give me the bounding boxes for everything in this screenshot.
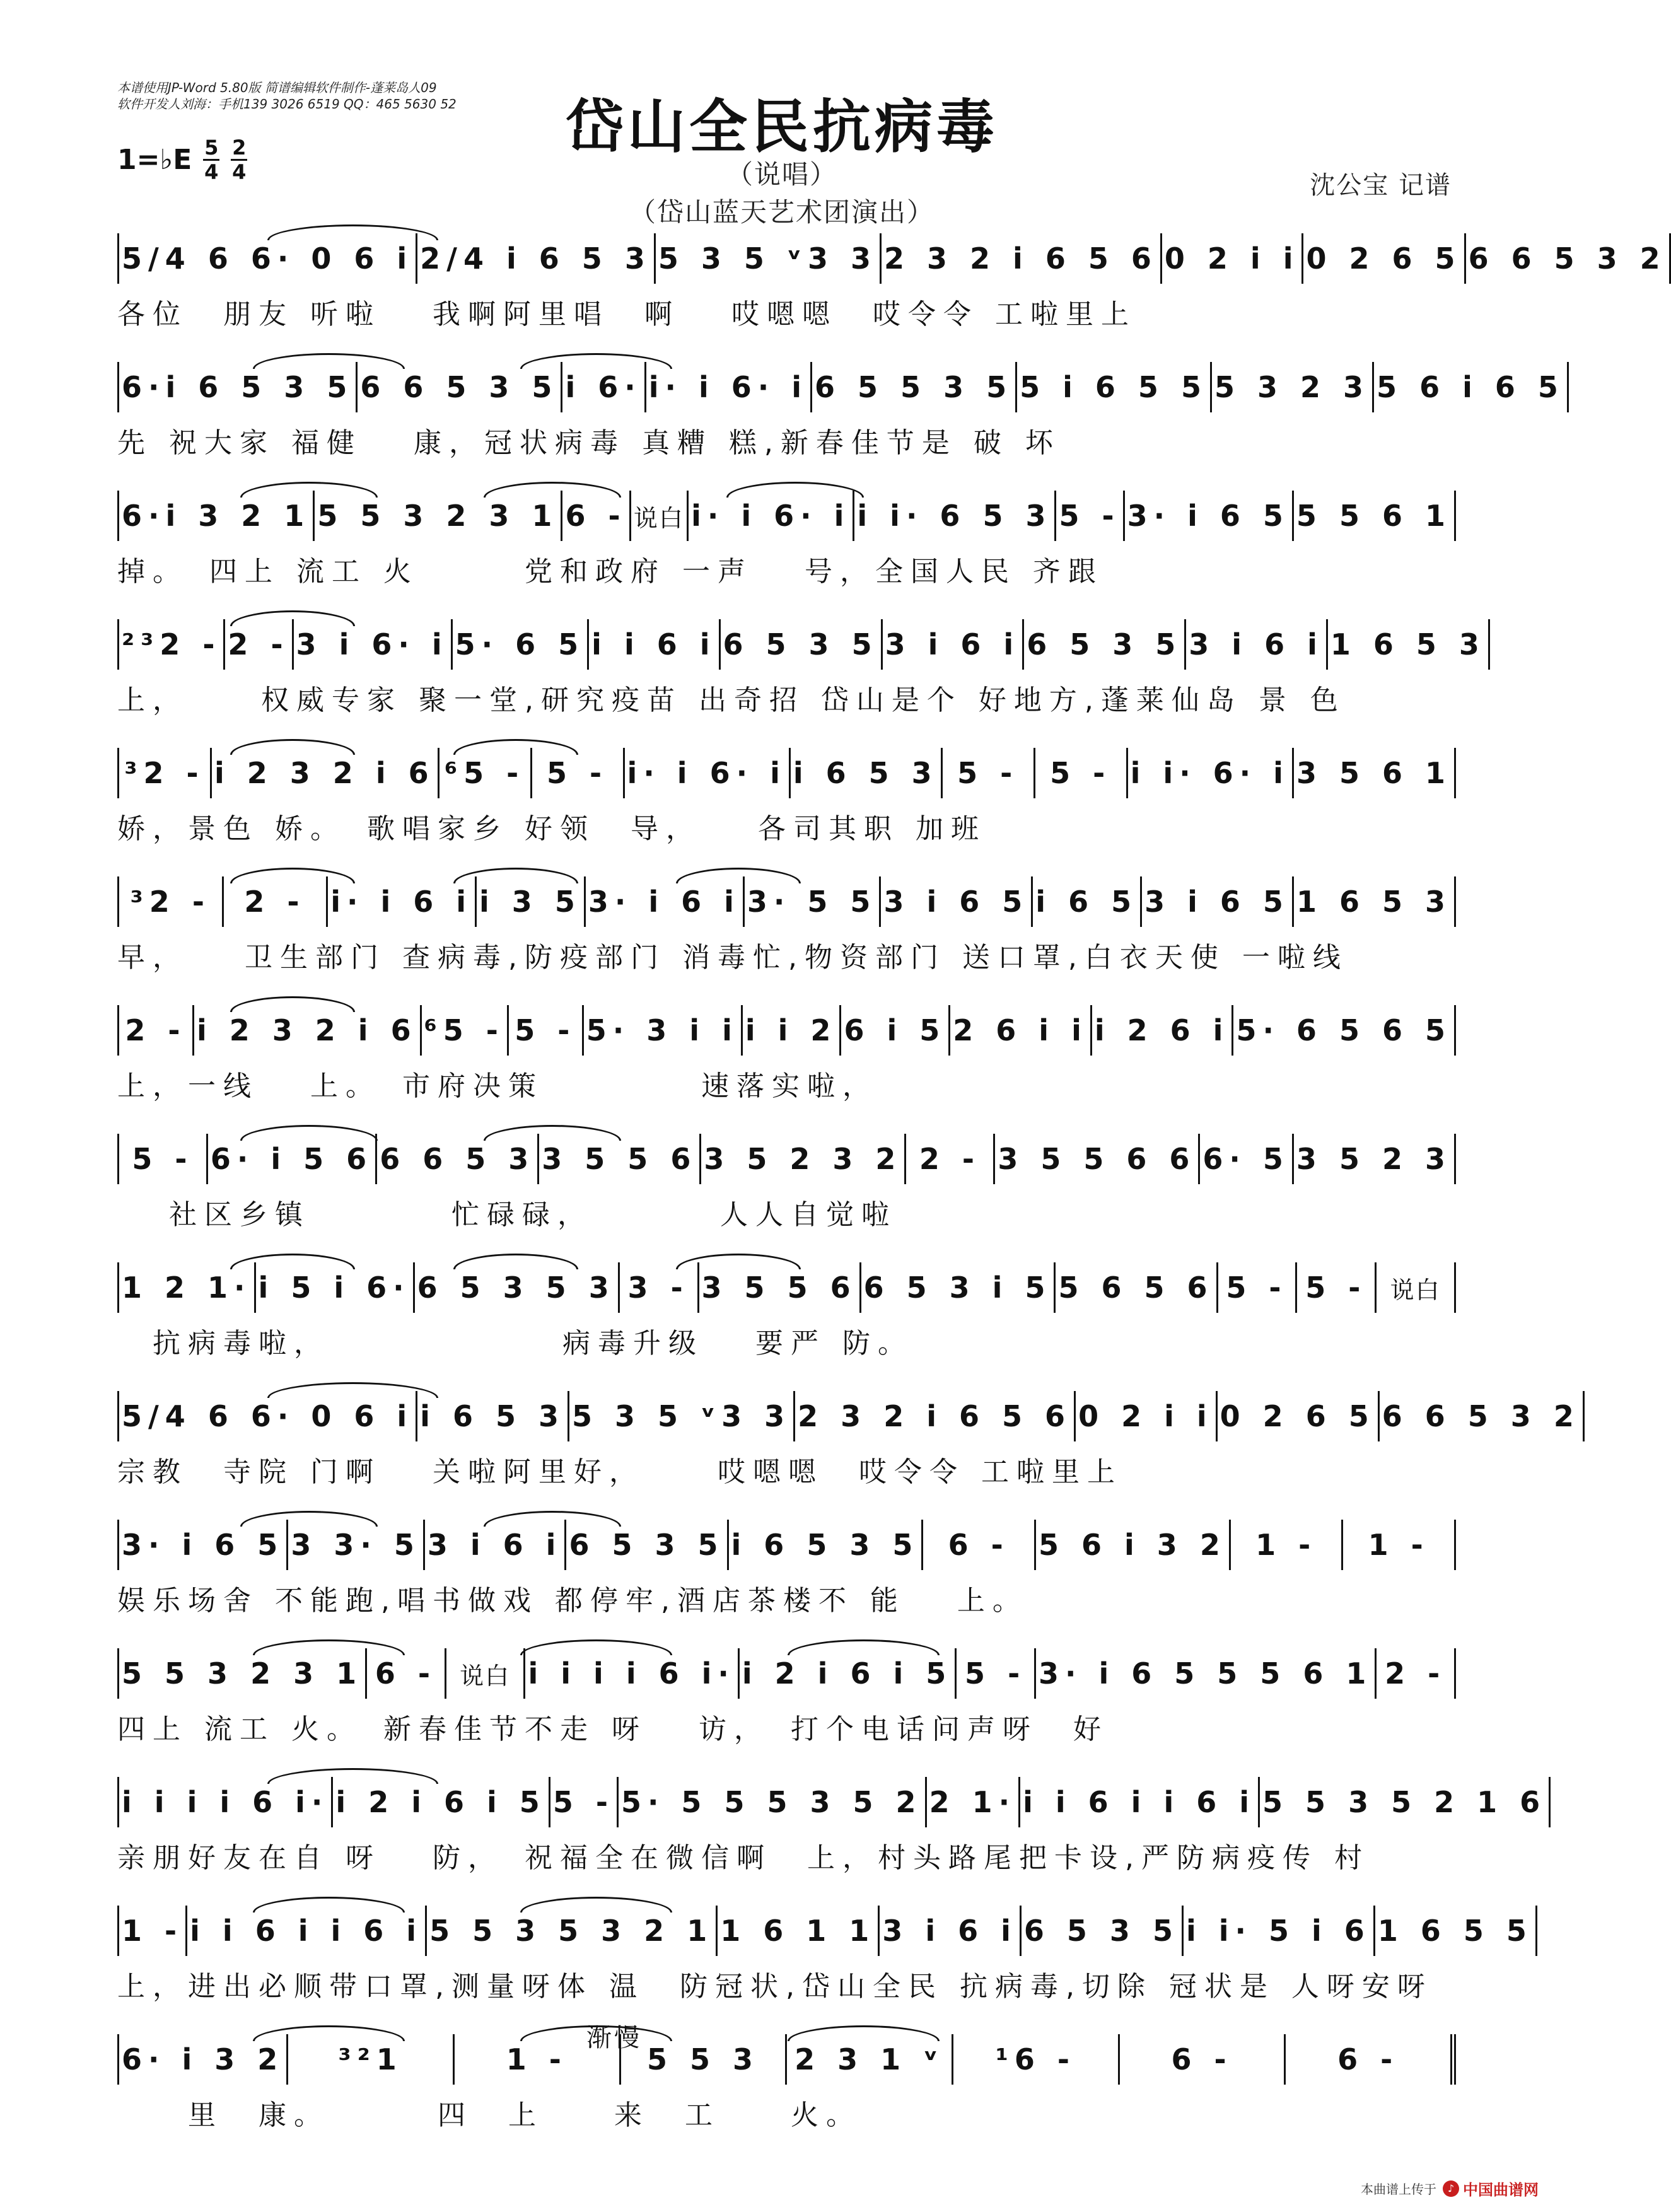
measure: i 6 5 3 5 bbox=[729, 1520, 924, 1570]
measure: 5· 3 i i bbox=[584, 1005, 743, 1056]
measure: 3 - bbox=[620, 1262, 699, 1313]
measure: ¹6 - bbox=[953, 2034, 1120, 2085]
slur-mark bbox=[788, 2025, 940, 2041]
score-row bbox=[117, 1391, 1580, 1511]
slur-mark bbox=[253, 1639, 405, 1655]
measure: 3 5 5 6 bbox=[699, 1262, 861, 1313]
measure: 0 2 i i bbox=[1076, 1391, 1218, 1441]
measure: ⁶5 - bbox=[440, 748, 532, 798]
slur-mark bbox=[676, 1254, 801, 1269]
measure: 6 - bbox=[367, 1648, 446, 1699]
measure: i 2 i 6 i 5 bbox=[740, 1648, 957, 1699]
score-row bbox=[117, 1134, 1454, 1254]
measure: 6· 5 bbox=[1200, 1134, 1294, 1184]
slur-mark bbox=[520, 1897, 672, 1912]
measure: i i· 5 i 6 bbox=[1184, 1906, 1375, 1956]
measure: 5 - bbox=[1218, 1262, 1298, 1313]
time-signature-1: $\frac{5}{4}$ bbox=[204, 136, 219, 184]
score-row bbox=[117, 619, 1486, 739]
key-signature bbox=[117, 137, 247, 182]
measure: 6 6 5 3 bbox=[377, 1134, 539, 1184]
measure: 5 5 3 5 2 1 6 bbox=[1260, 1777, 1551, 1827]
measure: ²³2 - bbox=[119, 619, 225, 670]
slur-mark bbox=[253, 1897, 405, 1912]
slur-mark bbox=[726, 482, 864, 498]
measure: 6 6 5 3 5 bbox=[358, 362, 562, 412]
notation-line bbox=[117, 1777, 1547, 1827]
time-signature-2: $\frac{2}{4}$ bbox=[232, 136, 247, 184]
measure: 5 5 3 5 3 2 1 bbox=[427, 1906, 718, 1956]
measure: 2 - bbox=[224, 876, 329, 927]
measure: 2 - bbox=[225, 619, 293, 670]
measure: ³²1 bbox=[288, 2034, 455, 2085]
score-row bbox=[117, 2034, 1454, 2154]
measure: i 3 5 bbox=[477, 876, 586, 927]
measure: 6 5 3 5 bbox=[1024, 619, 1186, 670]
measure: 5 - bbox=[957, 1648, 1036, 1699]
measure: i 2 i 6 i 5 bbox=[333, 1777, 550, 1827]
measure: 5 - bbox=[1035, 748, 1128, 798]
measure: 6 - bbox=[562, 491, 631, 541]
measure: 3· i 6 5 bbox=[1125, 491, 1294, 541]
measure: 5 - bbox=[550, 1777, 619, 1827]
spoken-section-mark: 说白 bbox=[446, 1648, 526, 1699]
performer-credit: （岱山蓝天艺术团演出） bbox=[629, 197, 934, 228]
notation-line bbox=[117, 233, 1667, 284]
tempo-marking: 渐慢 bbox=[586, 2023, 642, 2052]
measure: 3 i 6 5 bbox=[1142, 876, 1294, 927]
notation-line bbox=[117, 1005, 1456, 1056]
notation-line bbox=[117, 1520, 1456, 1570]
measure: 2 3 1 ᵛ bbox=[787, 2034, 953, 2085]
lyrics-line: 掉。 四上 流工 火 党和政府 一声 号，全国人民 齐跟 bbox=[117, 556, 1103, 588]
measure: i i 2 bbox=[743, 1005, 842, 1056]
measure: 3· i 6 i bbox=[586, 876, 745, 927]
measure: i 6 5 3 bbox=[791, 748, 943, 798]
measure: i 5 i 6· bbox=[256, 1262, 415, 1313]
measure: 6 5 3 i 5 bbox=[861, 1262, 1056, 1313]
measure: 5 6 i 3 2 bbox=[1036, 1520, 1231, 1570]
measure: 5 - bbox=[943, 748, 1035, 798]
measure: 3· i 6 5 5 5 6 1 bbox=[1036, 1648, 1377, 1699]
measure: 6· i 3 2 bbox=[119, 2034, 288, 2085]
measure: i· i 6· i bbox=[625, 748, 791, 798]
measure: 5 5 3 2 3 1 bbox=[315, 491, 562, 541]
measure: ³2 - bbox=[119, 748, 212, 798]
measure: 3 i 6 i bbox=[425, 1520, 567, 1570]
measure: 3 i 6 i bbox=[1186, 619, 1328, 670]
measure: 2 1· bbox=[927, 1777, 1021, 1827]
measure: i· i 6· i bbox=[646, 362, 812, 412]
measure: 0 2 i i bbox=[1162, 233, 1304, 284]
slur-mark bbox=[240, 1125, 378, 1141]
score-row bbox=[117, 1005, 1454, 1125]
measure: i i i i 6 i· bbox=[525, 1648, 739, 1699]
measure: i i· 6· i bbox=[1128, 748, 1294, 798]
lyrics-line: 上， 权威专家 聚一堂,研究疫苗 出奇招 岱山是个 好地方,蓬莱仙岛 景 色 bbox=[117, 684, 1346, 716]
slur-mark bbox=[267, 1768, 438, 1784]
measure: 3 3· 5 bbox=[288, 1520, 425, 1570]
notation-line bbox=[117, 491, 1456, 541]
measure: 5 - bbox=[1056, 491, 1124, 541]
measure: 5 - bbox=[509, 1005, 584, 1056]
score-row bbox=[117, 876, 1454, 996]
measure: i 2 3 2 i 6 bbox=[194, 1005, 422, 1056]
measure: 6 5 3 5 bbox=[566, 1520, 728, 1570]
notation-line bbox=[117, 1134, 1456, 1184]
upload-text: 本曲谱上传于 bbox=[1361, 2182, 1436, 2197]
measure: ³2 - bbox=[119, 876, 224, 927]
measure: 3 5 6 1 bbox=[1294, 748, 1456, 798]
slur-mark bbox=[240, 1511, 378, 1527]
slur-mark bbox=[484, 482, 621, 498]
slur-mark bbox=[453, 739, 578, 755]
measure: 5· 6 5 bbox=[453, 619, 590, 670]
score-row bbox=[117, 1648, 1454, 1768]
slur-mark bbox=[230, 1254, 355, 1269]
measure: 5 3 5 ᵛ3 3 bbox=[656, 233, 882, 284]
slur-mark bbox=[484, 1125, 621, 1141]
measure: 5 3 5 ᵛ3 3 bbox=[569, 1391, 795, 1441]
measure: 5· 6 5 6 5 bbox=[1233, 1005, 1456, 1056]
measure: 5 i 6 5 5 bbox=[1017, 362, 1212, 412]
measure: i· i 6 i bbox=[328, 876, 477, 927]
measure: 5 - bbox=[119, 1134, 208, 1184]
measure: i i i i 6 i· bbox=[119, 1777, 333, 1827]
score-row bbox=[117, 362, 1564, 482]
measure: 2 - bbox=[119, 1005, 194, 1056]
slur-mark bbox=[253, 2025, 405, 2041]
measure: 6 - bbox=[1120, 2034, 1286, 2085]
lyrics-line: 早， 卫生部门 查病毒,防疫部门 消毒忙,物资部门 送口罩,白衣天使 一啦线 bbox=[117, 941, 1348, 974]
measure: i i· 6 5 3 bbox=[854, 491, 1056, 541]
measure: 6 5 3 5 bbox=[721, 619, 883, 670]
measure: 2/4 i 6 5 3 bbox=[417, 233, 656, 284]
site-logo bbox=[1443, 2177, 1539, 2199]
slur-mark bbox=[453, 868, 578, 883]
slur-mark bbox=[788, 1639, 940, 1655]
lyrics-line: 娇，景色 娇。 歌唱家乡 好领 导， 各司其职 加班 bbox=[117, 813, 986, 845]
measure: i i 6 i i 6 i bbox=[1020, 1777, 1260, 1827]
slur-mark bbox=[230, 996, 355, 1012]
site-name: 中国曲谱网 bbox=[1463, 2181, 1539, 2199]
slur-mark bbox=[520, 1639, 672, 1655]
measure: 2 - bbox=[906, 1134, 995, 1184]
slur-mark bbox=[676, 868, 801, 883]
notation-line bbox=[117, 876, 1456, 927]
measure: 1 - bbox=[1343, 1520, 1456, 1570]
measure: i i 6 i bbox=[589, 619, 720, 670]
notation-line bbox=[117, 1648, 1456, 1699]
lyrics-line: 先 祝大家 福健 康，冠状病毒 真糟 糕,新春佳节是 破 坏 bbox=[117, 427, 1061, 459]
measure: 6·i 3 2 1 bbox=[119, 491, 315, 541]
slur-mark bbox=[230, 739, 355, 755]
site-footer bbox=[1361, 2177, 1539, 2199]
measure: 3 i 6· i bbox=[294, 619, 453, 670]
measure: i 2 3 2 i 6 bbox=[212, 748, 440, 798]
song-title: 岱山全民抗病毒 bbox=[565, 93, 998, 161]
measure: 6 i 5 bbox=[841, 1005, 950, 1056]
logo-icon: ♪ bbox=[1443, 2180, 1459, 2197]
measure: 5 6 i 6 5 bbox=[1374, 362, 1569, 412]
measure: 1 6 5 5 bbox=[1375, 1906, 1537, 1956]
measure: 3 i 6 i bbox=[880, 1906, 1022, 1956]
score-row bbox=[117, 491, 1454, 610]
measure: 2 3 2 i 6 5 6 bbox=[795, 1391, 1076, 1441]
measure: 5 3 2 3 bbox=[1212, 362, 1374, 412]
key-label: 1=♭E bbox=[117, 144, 192, 176]
measure: 1 - bbox=[1231, 1520, 1344, 1570]
credit-line-1: 本谱使用JP-Word 5.80版 简谱编辑软件制作-蓬莱岛人09 bbox=[117, 80, 437, 95]
lyrics-line: 娱乐场舍 不能跑,唱书做戏 都停牢,酒店茶楼不 能 上。 bbox=[117, 1585, 1028, 1617]
notation-line bbox=[117, 1391, 1580, 1441]
measure: i 6 5 bbox=[1033, 876, 1142, 927]
score-row bbox=[117, 1777, 1547, 1897]
measure: 6 5 3 5 3 bbox=[415, 1262, 620, 1313]
measure: 1 6 5 3 bbox=[1328, 619, 1490, 670]
measure: 5 6 5 6 bbox=[1056, 1262, 1218, 1313]
measure: 3· i 6 5 bbox=[119, 1520, 288, 1570]
notation-line bbox=[117, 362, 1564, 412]
measure: 6 - bbox=[923, 1520, 1036, 1570]
song-genre: （说唱） bbox=[726, 159, 837, 190]
measure: 6 6 5 3 2 bbox=[1380, 1391, 1585, 1441]
transcriber-credit: 沈公宝 记谱 bbox=[1310, 171, 1452, 200]
measure: 1 6 1 1 bbox=[718, 1906, 880, 1956]
measure: i 2 6 i bbox=[1092, 1005, 1234, 1056]
slur-mark bbox=[453, 1254, 578, 1269]
measure: 5· 5 5 5 3 5 2 bbox=[619, 1777, 927, 1827]
measure: 0 2 6 5 bbox=[1218, 1391, 1380, 1441]
score-row bbox=[117, 233, 1667, 353]
measure: 6 5 5 3 5 bbox=[812, 362, 1017, 412]
measure: 3 5 5 6 6 bbox=[995, 1134, 1200, 1184]
measure: 2 - bbox=[1377, 1648, 1456, 1699]
measure: i i 6 i i 6 i bbox=[187, 1906, 427, 1956]
measure: 5 5 3 bbox=[621, 2034, 788, 2085]
measure: 3 i 6 5 bbox=[881, 876, 1033, 927]
score-row bbox=[117, 1520, 1454, 1639]
measure: 1 - bbox=[455, 2034, 621, 2085]
slur-mark bbox=[253, 353, 405, 369]
spoken-section-mark: 说白 bbox=[1377, 1262, 1456, 1313]
measure: 5/4 6 6· 0 6 i bbox=[119, 233, 417, 284]
slur-mark bbox=[520, 353, 672, 369]
measure: 5 - bbox=[532, 748, 625, 798]
lyrics-line: 各位 朋友 听啦 我啊阿里唱 啊 哎嗯嗯 哎令令 工啦里上 bbox=[117, 298, 1136, 330]
score-row bbox=[117, 1262, 1454, 1382]
score-row bbox=[117, 748, 1454, 868]
lyrics-line: 里 康。 四 上 来 工 火。 bbox=[117, 2099, 861, 2131]
credit-line-2: 软件开发人刘海：手机139 3026 6519 QQ：465 5630 52 bbox=[117, 96, 457, 112]
measure: 5/4 6 6· 0 6 i bbox=[119, 1391, 417, 1441]
measure: 0 2 6 5 bbox=[1303, 233, 1465, 284]
slur-mark bbox=[484, 1511, 621, 1527]
measure: 5 5 6 1 bbox=[1294, 491, 1456, 541]
measure: 6·i 6 5 3 5 bbox=[119, 362, 358, 412]
lyrics-line: 抗病毒啦， 病毒升级 要严 防。 bbox=[117, 1327, 913, 1359]
measure: 5 5 3 2 3 1 bbox=[119, 1648, 367, 1699]
slur-mark bbox=[267, 1382, 438, 1398]
measure: 5 - bbox=[1297, 1262, 1377, 1313]
measure: 3 5 2 3 bbox=[1294, 1134, 1456, 1184]
measure: 2 6 i i bbox=[950, 1005, 1092, 1056]
notation-line bbox=[117, 1906, 1533, 1956]
lyrics-line: 宗教 寺院 门啊 关啦阿里好， 哎嗯嗯 哎令令 工啦里上 bbox=[117, 1456, 1122, 1488]
measure: i 6· bbox=[562, 362, 646, 412]
measure: 1 6 5 3 bbox=[1294, 876, 1456, 927]
measure: i 6 5 3 bbox=[417, 1391, 569, 1441]
notation-line bbox=[117, 2034, 1456, 2085]
slur-mark bbox=[240, 482, 378, 498]
lyrics-line: 上，进出必顺带口罩,测量呀体 温 防冠状,岱山全民 抗病毒,切除 冠状是 人呀安呀 bbox=[117, 1970, 1433, 2003]
measure: 6 - bbox=[1286, 2034, 1456, 2085]
measure: 3· 5 5 bbox=[745, 876, 882, 927]
measure: 3 i 6 i bbox=[883, 619, 1025, 670]
notation-line bbox=[117, 1262, 1456, 1313]
spoken-section-mark: 说白 bbox=[631, 491, 689, 541]
slur-mark bbox=[230, 868, 355, 883]
lyrics-line: 四上 流工 火。 新春佳节不走 呀 访， 打个电话问声呀 好 bbox=[117, 1713, 1109, 1745]
measure: 3 5 5 6 bbox=[539, 1134, 701, 1184]
score-row bbox=[117, 1906, 1533, 2025]
notation-line bbox=[117, 748, 1456, 798]
slur-mark bbox=[230, 610, 355, 626]
measure: i· i 6· i bbox=[689, 491, 854, 541]
lyrics-line: 亲朋好友在自 呀 防， 祝福全在微信啊 上，村头路尾把卡设,严防病疫传 村 bbox=[117, 1842, 1370, 1874]
measure: 1 2 1· bbox=[119, 1262, 256, 1313]
lyrics-line: 社区乡镇 忙碌碌， 人人自觉啦 bbox=[117, 1199, 897, 1231]
notation-line bbox=[117, 619, 1486, 670]
measure: ⁶5 - bbox=[422, 1005, 509, 1056]
lyrics-line: 上，一线 上。 市府决策 速落实啦， bbox=[117, 1070, 878, 1102]
measure: 2 3 2 i 6 5 6 bbox=[882, 233, 1162, 284]
measure: 3 5 2 3 2 bbox=[701, 1134, 906, 1184]
measure: 6 5 3 5 bbox=[1022, 1906, 1184, 1956]
measure: 1 - bbox=[119, 1906, 187, 1956]
measure: 6· i 5 6 bbox=[208, 1134, 377, 1184]
measure: 6 6 5 3 2 bbox=[1466, 233, 1671, 284]
